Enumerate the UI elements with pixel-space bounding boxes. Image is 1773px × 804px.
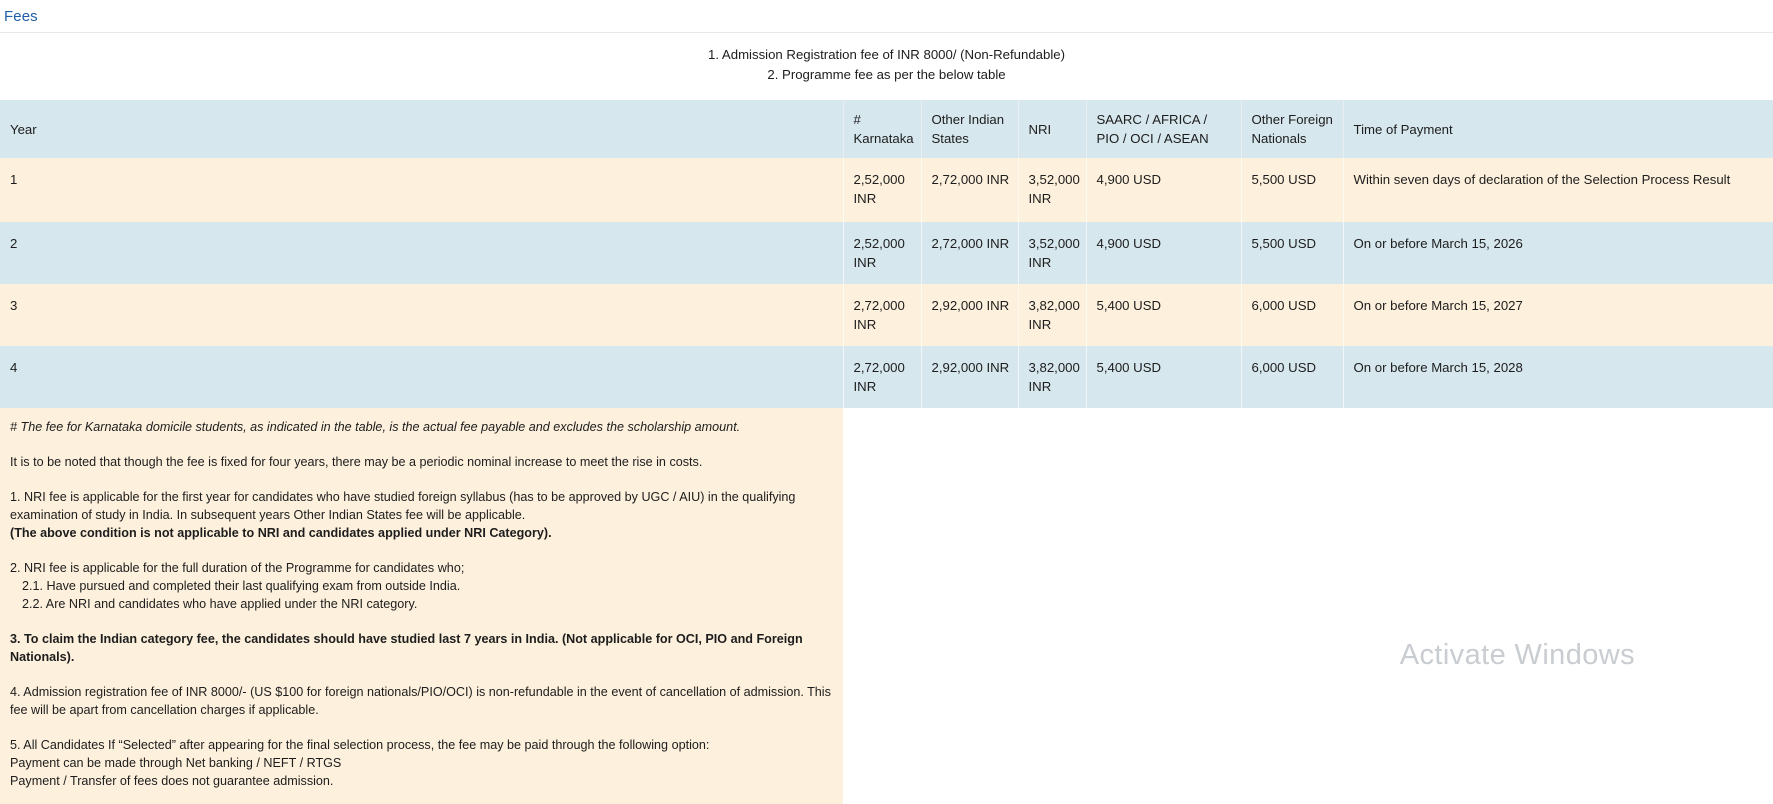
cell-year: 1: [0, 158, 843, 222]
cell-year: 2: [0, 222, 843, 284]
cell-other-indian-states: 2,92,000 INR: [921, 346, 1018, 408]
col-header-nri: NRI: [1018, 100, 1086, 158]
cell-year: 3: [0, 284, 843, 346]
intro-item-1: 1. Admission Registration fee of INR 8000/ (Non-Refundable): [708, 47, 1065, 62]
fee-table-head: [0, 100, 1773, 158]
cell-nri: 3,82,000 INR: [1018, 284, 1086, 346]
cell-saarc: 5,400 USD: [1086, 284, 1241, 346]
cell-time-of-payment: On or before March 15, 2026: [1343, 222, 1773, 284]
note-nri-full-duration-text: 2. NRI fee is applicable for the full duration of the Programme for candidates who;: [10, 561, 465, 575]
cell-time-of-payment: On or before March 15, 2027: [1343, 284, 1773, 346]
fee-notes-panel: [0, 408, 843, 804]
intro-list: [0, 33, 1773, 85]
note-indian-category-claim: 3. To claim the Indian category fee, the candidates should have studied last 7 years in India. (Not applicable for OCI, PIO and Foreign Nationals).: [10, 632, 803, 664]
cell-other-indian-states: 2,72,000 INR: [921, 158, 1018, 222]
cell-other-foreign: 5,500 USD: [1241, 158, 1343, 222]
col-header-karnataka: # Karnataka: [843, 100, 921, 158]
col-header-year: Year: [0, 100, 843, 158]
cell-nri: 3,52,000 INR: [1018, 222, 1086, 284]
note-nri-full-duration-sub-1: 2.1. Have pursued and completed their last qualifying exam from outside India.: [22, 579, 461, 593]
cell-other-foreign: 6,000 USD: [1241, 284, 1343, 346]
cell-year: 4: [0, 346, 843, 408]
table-row: [0, 222, 1773, 284]
note-nri-first-year: [10, 488, 831, 542]
note-nri-full-duration: [10, 559, 831, 613]
col-header-other-foreign-nationals: Other Foreign Nationals: [1241, 100, 1343, 158]
intro-item-2: 2. Programme fee as per the below table: [767, 67, 1006, 82]
table-row: [0, 158, 1773, 222]
page-header: [0, 0, 1773, 33]
note-payment-options: [10, 736, 831, 790]
note-payment-methods: Payment can be made through Net banking / NEFT / RTGS: [10, 756, 342, 770]
cell-other-indian-states: 2,72,000 INR: [921, 222, 1018, 284]
note-fixed-fee: It is to be noted that though the fee is fixed for four years, there may be a periodic nominal increase to meet the rise in costs.: [10, 455, 703, 469]
table-row: [0, 284, 1773, 346]
col-header-other-indian-states: Other Indian States: [921, 100, 1018, 158]
cell-karnataka: 2,72,000 INR: [843, 284, 921, 346]
table-row: [0, 346, 1773, 408]
fee-table-body: [0, 158, 1773, 408]
cell-karnataka: 2,52,000 INR: [843, 158, 921, 222]
cell-nri: 3,52,000 INR: [1018, 158, 1086, 222]
note-nri-first-year-exception: (The above condition is not applicable to NRI and candidates applied under NRI Category).: [10, 526, 552, 540]
cell-saarc: 4,900 USD: [1086, 158, 1241, 222]
cell-karnataka: 2,72,000 INR: [843, 346, 921, 408]
col-header-time-of-payment: Time of Payment: [1343, 100, 1773, 158]
cell-other-foreign: 5,500 USD: [1241, 222, 1343, 284]
cell-other-foreign: 6,000 USD: [1241, 346, 1343, 408]
cell-saarc: 5,400 USD: [1086, 346, 1241, 408]
cell-time-of-payment: On or before March 15, 2028: [1343, 346, 1773, 408]
fee-table: [0, 100, 1773, 408]
note-payment-options-text: 5. All Candidates If “Selected” after appearing for the final selection process, the fee may be paid through the following option:: [10, 738, 710, 752]
note-payment-no-guarantee: Payment / Transfer of fees does not guarantee admission.: [10, 774, 334, 788]
cell-saarc: 4,900 USD: [1086, 222, 1241, 284]
col-header-saarc: SAARC / AFRICA / PIO / OCI / ASEAN: [1086, 100, 1241, 158]
cell-other-indian-states: 2,92,000 INR: [921, 284, 1018, 346]
fee-table-container: [0, 100, 1773, 408]
note-nri-first-year-text: 1. NRI fee is applicable for the first year for candidates who have studied foreign syllabus (has to be approved by UGC / AIU) in the qualifying examination of study in India. In subsequent years Other Indian States fee will be applicable.: [10, 490, 796, 522]
note-karnataka-footnote: # The fee for Karnataka domicile students, as indicated in the table, is the actual fee payable and excludes the scholarship amount.: [10, 420, 741, 434]
activate-windows-watermark: Activate Windows: [1399, 639, 1635, 671]
cell-time-of-payment: Within seven days of declaration of the Selection Process Result: [1343, 158, 1773, 222]
table-header-row: [0, 100, 1773, 158]
note-nri-full-duration-sub-2: 2.2. Are NRI and candidates who have applied under the NRI category.: [22, 597, 418, 611]
cell-karnataka: 2,52,000 INR: [843, 222, 921, 284]
note-registration-non-refundable: 4. Admission registration fee of INR 8000/- (US $100 for foreign nationals/PIO/OCI) is non-refundable in the event of cancellation of admission. This fee will be apart from cancellation charges if applicable.: [10, 685, 831, 717]
page-title: Fees: [4, 7, 38, 25]
cell-nri: 3,82,000 INR: [1018, 346, 1086, 408]
